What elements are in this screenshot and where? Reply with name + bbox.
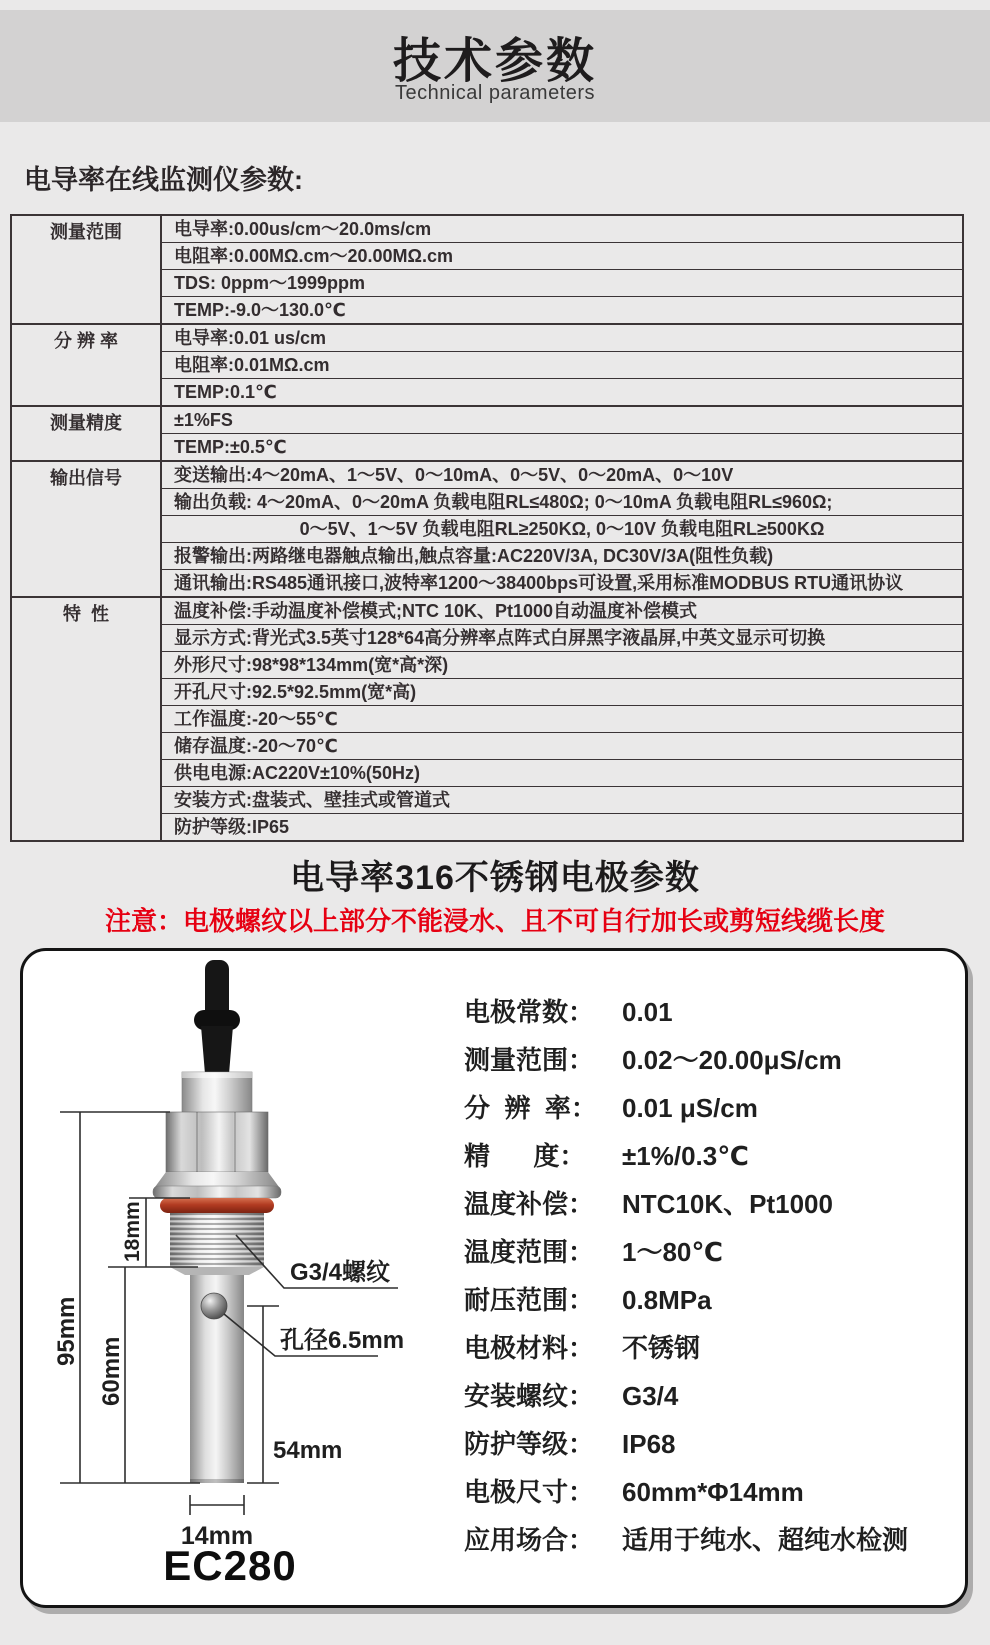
spec-row xyxy=(464,1324,908,1372)
table-row: 显示方式:背光式3.5英寸128*64高分辨率点阵式白屏黑字液晶屏,中英文显示可切换 xyxy=(162,624,962,651)
spec-row xyxy=(464,1180,908,1228)
page-subtitle: Technical parameters xyxy=(394,82,596,104)
spec-label: 精 度： xyxy=(464,1141,586,1171)
spec-value: 0.02～20.00μS/cm xyxy=(622,1045,842,1075)
spec-label: 电极尺寸： xyxy=(464,1477,595,1507)
spec-row xyxy=(464,1372,908,1420)
probe-shaft xyxy=(190,1275,244,1483)
spec-label: 电极材料： xyxy=(464,1333,595,1363)
spec-label: 电极常数： xyxy=(464,997,595,1027)
table-row: ±1%FS xyxy=(174,410,233,430)
table-intro-label: 电导率在线监测仪参数: xyxy=(24,165,303,195)
table-row: 工作温度:-20～55℃ xyxy=(162,705,962,732)
spec-value: 60mm*Φ14mm xyxy=(622,1477,804,1507)
table-group-label: 测量精度 xyxy=(12,407,162,460)
table-group-rows xyxy=(162,407,962,460)
spec-row xyxy=(464,1468,908,1516)
table-group xyxy=(12,596,962,840)
table-row: 电阻率:0.00MΩ.cm～20.00MΩ.cm xyxy=(162,242,962,269)
table-row: 供电电源:AC220V±10%(50Hz) xyxy=(162,759,962,786)
spec-row xyxy=(464,1276,908,1324)
spec-table xyxy=(10,214,964,842)
electrode-section-title: 电导率316不锈钢电极参数 xyxy=(290,859,700,897)
spec-row xyxy=(464,1132,908,1180)
table-row: 外形尺寸:98*98*134mm(宽*高*深) xyxy=(162,651,962,678)
model-name: EC280 xyxy=(163,1542,297,1589)
table-row: TEMP:±0.5℃ xyxy=(162,433,962,460)
table-row: 0～5V、1～5V 负载电阻RL≥250KΩ, 0～10V 负载电阻RL≥500KΩ xyxy=(162,515,962,542)
table-group-rows xyxy=(162,216,962,323)
table-row: TEMP:-9.0～130.0℃ xyxy=(162,296,962,323)
spec-value: 不锈钢 xyxy=(622,1333,701,1363)
table-row: 通讯输出:RS485通讯接口,波特率1200～38400bps可设置,采用标准MODBUS RTU通讯协议 xyxy=(162,569,962,596)
spec-row xyxy=(464,1084,908,1132)
table-group xyxy=(12,216,962,323)
spec-value: 0.8MPa xyxy=(622,1285,712,1315)
table-row: 电导率:0.01 us/cm xyxy=(174,328,327,348)
table-group-rows xyxy=(162,325,962,405)
table-group xyxy=(12,460,962,596)
table-row: TDS: 0ppm～1999ppm xyxy=(162,269,962,296)
spec-row xyxy=(464,1516,908,1564)
probe-hole xyxy=(201,1293,227,1319)
spec-value: NTC10K、Pt1000 xyxy=(622,1189,833,1219)
dim-label-18mm: 18mm xyxy=(121,1201,144,1262)
table-group-rows xyxy=(162,598,962,840)
spec-row xyxy=(464,1036,908,1084)
spec-label: 耐压范围： xyxy=(464,1285,595,1315)
table-row: TEMP:0.1℃ xyxy=(162,378,962,405)
spec-value: G3/4 xyxy=(622,1381,679,1411)
spec-value: IP68 xyxy=(622,1429,676,1459)
page-title: 技术参数 xyxy=(392,35,597,88)
table-group-label: 测量范围 xyxy=(12,216,162,323)
table-row: 报警输出:两路继电器触点输出,触点容量:AC220V/3A, DC30V/3A(阻性负载) xyxy=(162,542,962,569)
spec-label: 测量范围： xyxy=(464,1045,595,1075)
dim-label-14mm: 14mm xyxy=(180,1522,254,1550)
spec-label: 防护等级： xyxy=(464,1429,595,1459)
spec-value: 0.01 μS/cm xyxy=(622,1093,758,1123)
table-group-label: 分 辨 率 xyxy=(12,325,162,405)
spec-row xyxy=(464,988,908,1036)
warning-text: 注意：电极螺纹以上部分不能浸水、且不可自行加长或剪短线缆长度 xyxy=(104,906,885,936)
spec-label: 应用场合： xyxy=(464,1525,595,1555)
spec-label: 安装螺纹： xyxy=(464,1381,595,1411)
thread-label: G3/4螺纹 xyxy=(290,1259,391,1286)
table-row: 温度补偿:手动温度补偿模式;NTC 10K、Pt1000自动温度补偿模式 xyxy=(174,601,698,621)
dim-label-60mm: 60mm xyxy=(98,1336,125,1406)
thread-section xyxy=(170,1213,264,1275)
table-group-label: 输出信号 xyxy=(12,462,162,596)
table-group-label: 特 性 xyxy=(12,598,162,840)
table-row: 开孔尺寸:92.5*92.5mm(宽*高) xyxy=(162,678,962,705)
spec-label: 温度补偿： xyxy=(464,1189,595,1219)
electrode-hex-nut xyxy=(153,1112,281,1198)
spec-row xyxy=(464,1420,908,1468)
electrode-cable xyxy=(194,960,240,1074)
table-group xyxy=(12,405,962,460)
spec-label: 分 辨 率： xyxy=(464,1093,597,1123)
table-row: 电导率:0.00us/cm～20.0ms/cm xyxy=(174,219,432,239)
spec-value: 0.01 xyxy=(622,997,673,1027)
hole-label: 孔径6.5mm xyxy=(280,1327,405,1354)
table-group-rows xyxy=(162,462,962,596)
dim-label-54mm: 54mm xyxy=(273,1437,343,1464)
spec-value: 适用于纯水、超纯水检测 xyxy=(622,1525,909,1555)
table-row: 防护等级:IP65 xyxy=(162,813,962,840)
table-row: 储存温度:-20～70℃ xyxy=(162,732,962,759)
electrode-diagram xyxy=(30,958,440,1603)
o-ring xyxy=(160,1198,274,1213)
spec-row xyxy=(464,1228,908,1276)
electrode-gland xyxy=(182,1072,252,1114)
dim-label-95mm: 95mm xyxy=(53,1296,80,1366)
spec-value: 1～80℃ xyxy=(622,1237,723,1267)
table-row: 安装方式:盘装式、壁挂式或管道式 xyxy=(162,786,962,813)
table-group xyxy=(12,323,962,405)
table-row: 电阻率:0.01MΩ.cm xyxy=(162,351,962,378)
spec-label: 温度范围： xyxy=(464,1237,595,1267)
electrode-spec-list xyxy=(464,988,908,1564)
table-row: 变送输出:4～20mA、1～5V、0～10mA、0～5V、0～20mA、0～10V xyxy=(174,465,734,485)
spec-value: ±1%/0.3℃ xyxy=(622,1141,749,1171)
table-row: 输出负载: 4～20mA、0～20mA 负载电阻RL≤480Ω; 0～10mA 负载电阻RL≤960Ω; xyxy=(162,488,962,515)
